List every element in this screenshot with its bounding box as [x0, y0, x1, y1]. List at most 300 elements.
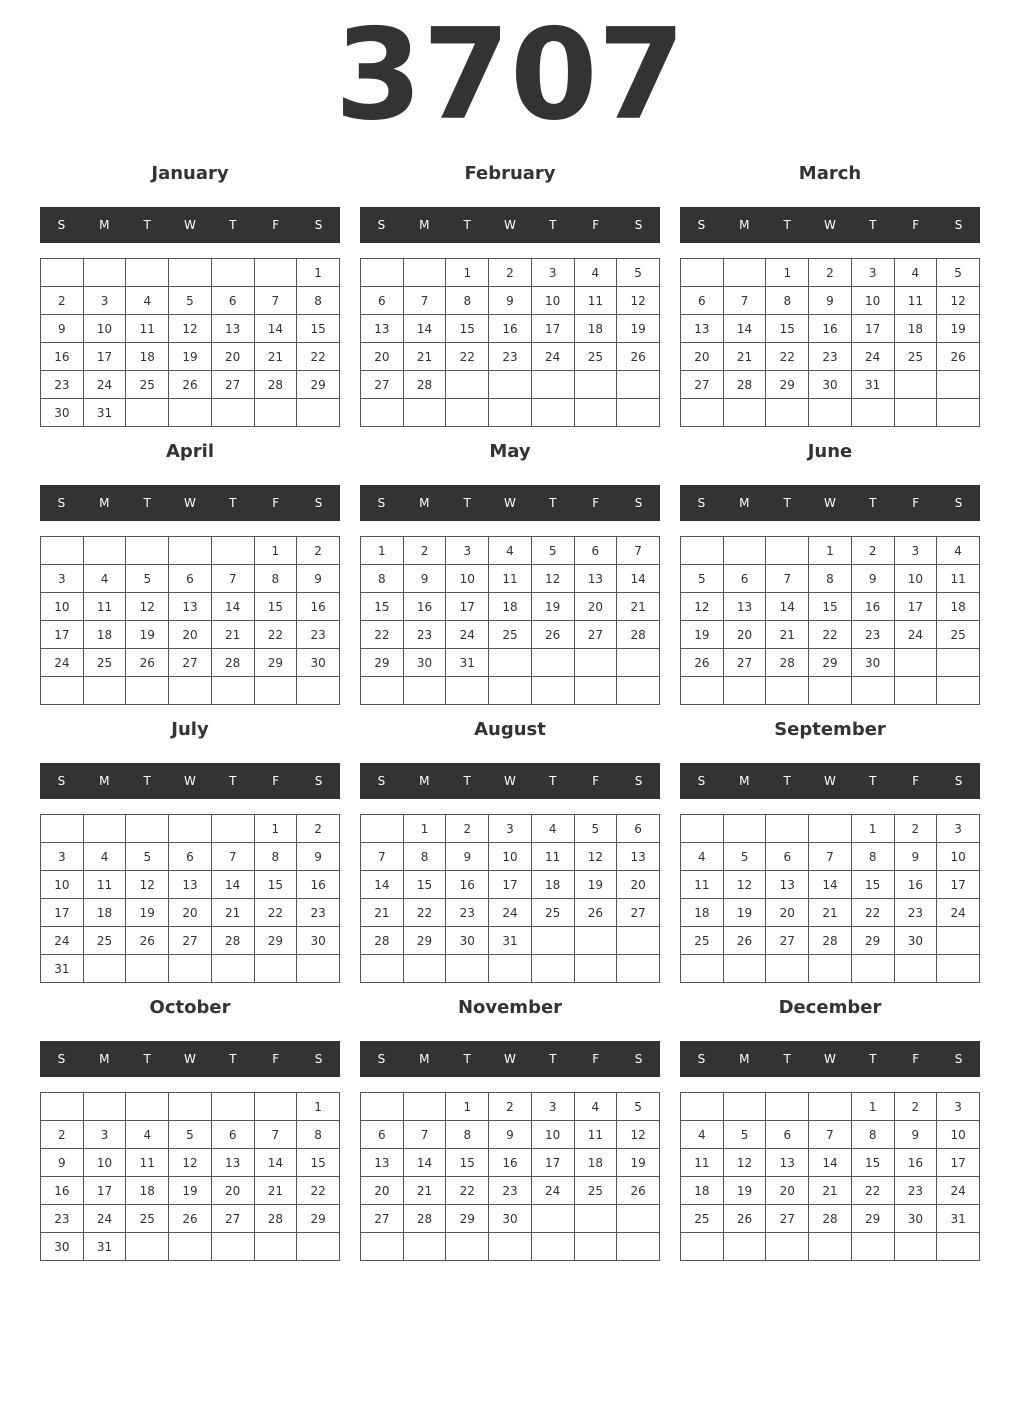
week-row — [41, 843, 340, 871]
day-cell: 16 — [403, 593, 446, 621]
day-cell: 15 — [361, 593, 404, 621]
empty-day-cell — [41, 259, 84, 287]
day-cell: 27 — [766, 927, 809, 955]
day-cell: 15 — [403, 871, 446, 899]
day-cell: 8 — [809, 565, 852, 593]
day-cell: 7 — [254, 1121, 297, 1149]
day-grid — [40, 814, 340, 983]
week-row — [681, 1121, 980, 1149]
week-row — [361, 371, 660, 399]
day-cell: 4 — [681, 1121, 724, 1149]
weekday-header: F — [912, 774, 920, 788]
week-row — [41, 565, 340, 593]
empty-day-cell — [894, 399, 937, 427]
day-cell: 16 — [41, 1177, 84, 1205]
day-cell: 23 — [41, 371, 84, 399]
weekday-header: T — [549, 218, 557, 232]
day-grid — [360, 814, 660, 983]
day-cell: 4 — [83, 843, 126, 871]
empty-day-cell — [41, 1093, 84, 1121]
day-cell: 4 — [681, 843, 724, 871]
day-cell: 20 — [211, 1177, 254, 1205]
day-cell: 14 — [211, 593, 254, 621]
empty-day-cell — [681, 815, 724, 843]
day-cell: 25 — [681, 1205, 724, 1233]
day-cell: 6 — [574, 537, 617, 565]
month-july — [40, 718, 340, 988]
weekday-header: M — [99, 1052, 110, 1066]
day-cell: 25 — [126, 371, 169, 399]
empty-day-cell — [169, 955, 212, 983]
month-september — [680, 718, 980, 988]
day-cell: 16 — [446, 871, 489, 899]
day-cell: 16 — [489, 315, 532, 343]
week-row — [41, 593, 340, 621]
day-cell: 29 — [254, 927, 297, 955]
empty-day-cell — [489, 399, 532, 427]
day-cell: 24 — [894, 621, 937, 649]
empty-day-cell — [894, 649, 937, 677]
day-cell: 9 — [41, 1149, 84, 1177]
day-cell: 30 — [446, 927, 489, 955]
empty-day-cell — [297, 955, 340, 983]
week-row — [681, 843, 980, 871]
day-cell: 14 — [809, 871, 852, 899]
empty-day-cell — [254, 1093, 297, 1121]
day-cell: 20 — [766, 1177, 809, 1205]
weekday-header-row — [360, 485, 660, 521]
weekday-header: M — [99, 496, 110, 510]
weekday-header: S — [377, 1052, 386, 1066]
empty-day-cell — [766, 677, 809, 705]
day-cell: 17 — [937, 1149, 980, 1177]
day-cell: 29 — [297, 371, 340, 399]
day-cell: 6 — [681, 287, 724, 315]
day-cell: 27 — [723, 649, 766, 677]
weekday-header: S — [314, 496, 323, 510]
day-cell: 19 — [617, 1149, 660, 1177]
day-cell: 18 — [83, 621, 126, 649]
day-cell: 14 — [723, 315, 766, 343]
empty-day-cell — [574, 371, 617, 399]
weekday-header: F — [272, 496, 280, 510]
empty-day-cell — [126, 815, 169, 843]
day-cell: 22 — [254, 899, 297, 927]
weekday-header: S — [314, 218, 323, 232]
empty-day-cell — [681, 1233, 724, 1261]
day-cell: 3 — [83, 1121, 126, 1149]
empty-day-cell — [531, 955, 574, 983]
day-cell: 12 — [937, 287, 980, 315]
empty-day-cell — [211, 955, 254, 983]
day-cell: 17 — [531, 1149, 574, 1177]
day-cell: 31 — [41, 955, 84, 983]
day-cell: 25 — [574, 1177, 617, 1205]
month-name: September — [774, 719, 886, 740]
day-cell: 9 — [446, 843, 489, 871]
day-cell: 5 — [574, 815, 617, 843]
day-cell: 2 — [297, 537, 340, 565]
empty-day-cell — [489, 649, 532, 677]
day-cell: 24 — [937, 1177, 980, 1205]
day-cell: 10 — [83, 315, 126, 343]
empty-day-cell — [723, 537, 766, 565]
day-cell: 1 — [851, 815, 894, 843]
empty-day-cell — [126, 1233, 169, 1261]
day-cell: 26 — [937, 343, 980, 371]
day-cell: 23 — [894, 1177, 937, 1205]
weekday-header: W — [184, 496, 196, 510]
empty-day-cell — [681, 537, 724, 565]
day-cell: 11 — [937, 565, 980, 593]
day-cell: 20 — [361, 343, 404, 371]
empty-day-cell — [723, 259, 766, 287]
day-cell: 23 — [297, 621, 340, 649]
weekday-header: M — [739, 774, 750, 788]
week-row — [361, 1149, 660, 1177]
weekday-header: W — [184, 1052, 196, 1066]
weekday-header: T — [229, 1052, 237, 1066]
week-row — [41, 537, 340, 565]
day-cell: 15 — [851, 871, 894, 899]
week-row — [681, 399, 980, 427]
weekday-header-row — [680, 763, 980, 799]
day-cell: 21 — [723, 343, 766, 371]
empty-day-cell — [361, 815, 404, 843]
day-cell: 7 — [809, 1121, 852, 1149]
day-cell: 3 — [937, 1093, 980, 1121]
week-row — [361, 843, 660, 871]
day-cell: 27 — [211, 371, 254, 399]
day-cell: 4 — [531, 815, 574, 843]
weekday-header: S — [634, 1052, 643, 1066]
weekday-header: F — [592, 1052, 600, 1066]
day-cell: 17 — [531, 315, 574, 343]
weekday-header-row — [40, 1041, 340, 1077]
week-row — [361, 565, 660, 593]
month-may — [360, 440, 660, 710]
day-cell: 26 — [617, 343, 660, 371]
empty-day-cell — [894, 955, 937, 983]
day-cell: 26 — [723, 1205, 766, 1233]
weekday-header: S — [697, 774, 706, 788]
day-cell: 20 — [574, 593, 617, 621]
day-cell: 29 — [851, 927, 894, 955]
day-cell: 6 — [169, 843, 212, 871]
empty-day-cell — [531, 371, 574, 399]
weekday-header-row — [680, 207, 980, 243]
empty-day-cell — [766, 1093, 809, 1121]
empty-day-cell — [531, 677, 574, 705]
day-cell: 2 — [41, 287, 84, 315]
day-cell: 8 — [446, 1121, 489, 1149]
day-cell: 14 — [254, 315, 297, 343]
month-name: January — [151, 163, 229, 184]
day-cell: 16 — [297, 871, 340, 899]
day-cell: 21 — [211, 899, 254, 927]
day-cell: 11 — [574, 287, 617, 315]
day-cell: 27 — [617, 899, 660, 927]
weekday-header: S — [697, 496, 706, 510]
weekday-header: M — [739, 1052, 750, 1066]
weekday-header: T — [463, 218, 471, 232]
day-cell: 2 — [809, 259, 852, 287]
day-cell: 13 — [361, 1149, 404, 1177]
empty-day-cell — [83, 537, 126, 565]
weekday-header: M — [419, 218, 430, 232]
week-row — [41, 287, 340, 315]
day-cell: 5 — [937, 259, 980, 287]
day-cell: 16 — [851, 593, 894, 621]
empty-day-cell — [403, 399, 446, 427]
day-cell: 15 — [809, 593, 852, 621]
week-row — [681, 1093, 980, 1121]
day-cell: 10 — [446, 565, 489, 593]
day-cell: 1 — [254, 537, 297, 565]
day-cell: 19 — [681, 621, 724, 649]
day-cell: 7 — [809, 843, 852, 871]
day-cell: 14 — [766, 593, 809, 621]
day-cell: 1 — [446, 1093, 489, 1121]
week-row — [681, 871, 980, 899]
empty-day-cell — [681, 259, 724, 287]
day-cell: 30 — [809, 371, 852, 399]
day-cell: 10 — [489, 843, 532, 871]
day-cell: 31 — [851, 371, 894, 399]
empty-day-cell — [937, 371, 980, 399]
day-grid — [40, 258, 340, 427]
weekday-header: S — [377, 496, 386, 510]
weekday-header: S — [57, 774, 66, 788]
day-cell: 15 — [446, 1149, 489, 1177]
day-cell: 25 — [574, 343, 617, 371]
day-cell: 31 — [489, 927, 532, 955]
week-row — [361, 955, 660, 983]
day-cell: 22 — [851, 899, 894, 927]
day-cell: 4 — [83, 565, 126, 593]
day-cell: 25 — [937, 621, 980, 649]
day-cell: 5 — [681, 565, 724, 593]
day-cell: 23 — [297, 899, 340, 927]
day-cell: 11 — [681, 1149, 724, 1177]
weekday-header: W — [824, 774, 836, 788]
day-cell: 13 — [361, 315, 404, 343]
day-cell: 3 — [894, 537, 937, 565]
day-cell: 21 — [361, 899, 404, 927]
empty-day-cell — [723, 1233, 766, 1261]
day-cell: 18 — [894, 315, 937, 343]
day-cell: 13 — [766, 871, 809, 899]
day-cell: 25 — [126, 1205, 169, 1233]
day-cell: 10 — [41, 593, 84, 621]
day-cell: 10 — [937, 843, 980, 871]
day-cell: 18 — [126, 343, 169, 371]
day-cell: 15 — [297, 315, 340, 343]
empty-day-cell — [254, 399, 297, 427]
day-cell: 26 — [723, 927, 766, 955]
weekday-header: F — [592, 774, 600, 788]
day-cell: 18 — [126, 1177, 169, 1205]
empty-day-cell — [41, 815, 84, 843]
day-cell: 14 — [211, 871, 254, 899]
month-name: February — [464, 163, 556, 184]
month-name: June — [807, 441, 853, 462]
weekday-header: S — [697, 1052, 706, 1066]
empty-day-cell — [617, 955, 660, 983]
day-cell: 4 — [574, 259, 617, 287]
day-cell: 12 — [169, 1149, 212, 1177]
day-cell: 12 — [681, 593, 724, 621]
week-row — [681, 371, 980, 399]
day-cell: 3 — [851, 259, 894, 287]
day-cell: 27 — [169, 927, 212, 955]
day-cell: 11 — [126, 1149, 169, 1177]
month-name: May — [489, 441, 531, 462]
weekday-header: T — [783, 496, 791, 510]
week-row — [681, 343, 980, 371]
day-cell: 21 — [403, 343, 446, 371]
day-cell: 11 — [894, 287, 937, 315]
empty-day-cell — [83, 815, 126, 843]
day-cell: 18 — [489, 593, 532, 621]
week-row — [41, 899, 340, 927]
empty-day-cell — [169, 1233, 212, 1261]
week-row — [681, 649, 980, 677]
day-cell: 17 — [41, 899, 84, 927]
day-cell: 2 — [894, 1093, 937, 1121]
week-row — [41, 343, 340, 371]
empty-day-cell — [681, 955, 724, 983]
weekday-header: S — [954, 496, 963, 510]
day-cell: 11 — [574, 1121, 617, 1149]
day-cell: 21 — [211, 621, 254, 649]
day-cell: 30 — [297, 649, 340, 677]
day-cell: 15 — [766, 315, 809, 343]
day-cell: 5 — [531, 537, 574, 565]
day-cell: 5 — [723, 1121, 766, 1149]
day-cell: 4 — [489, 537, 532, 565]
empty-day-cell — [766, 815, 809, 843]
day-cell: 24 — [83, 1205, 126, 1233]
day-cell: 6 — [723, 565, 766, 593]
empty-day-cell — [211, 259, 254, 287]
weekday-header: T — [229, 496, 237, 510]
empty-day-cell — [851, 677, 894, 705]
day-cell: 24 — [41, 927, 84, 955]
empty-day-cell — [211, 815, 254, 843]
day-cell: 1 — [361, 537, 404, 565]
day-cell: 22 — [809, 621, 852, 649]
day-cell: 24 — [83, 371, 126, 399]
day-cell: 13 — [211, 1149, 254, 1177]
weekday-header: W — [824, 496, 836, 510]
day-cell: 14 — [403, 1149, 446, 1177]
day-cell: 28 — [766, 649, 809, 677]
day-cell: 30 — [297, 927, 340, 955]
day-cell: 2 — [489, 259, 532, 287]
day-cell: 7 — [211, 843, 254, 871]
weekday-header: T — [463, 496, 471, 510]
empty-day-cell — [937, 399, 980, 427]
empty-day-cell — [169, 537, 212, 565]
month-december — [680, 996, 980, 1266]
empty-day-cell — [617, 649, 660, 677]
empty-day-cell — [297, 399, 340, 427]
day-cell: 15 — [851, 1149, 894, 1177]
day-cell: 4 — [126, 287, 169, 315]
weekday-header: T — [229, 218, 237, 232]
day-cell: 12 — [723, 1149, 766, 1177]
day-cell: 19 — [723, 899, 766, 927]
day-cell: 23 — [403, 621, 446, 649]
day-cell: 10 — [894, 565, 937, 593]
weekday-header-row — [360, 763, 660, 799]
empty-day-cell — [574, 399, 617, 427]
day-cell: 19 — [169, 1177, 212, 1205]
day-cell: 29 — [766, 371, 809, 399]
day-cell: 12 — [169, 315, 212, 343]
week-row — [41, 927, 340, 955]
day-cell: 1 — [403, 815, 446, 843]
day-cell: 7 — [403, 1121, 446, 1149]
empty-day-cell — [126, 399, 169, 427]
day-cell: 16 — [809, 315, 852, 343]
day-cell: 25 — [894, 343, 937, 371]
day-cell: 6 — [766, 843, 809, 871]
day-grid — [40, 536, 340, 705]
empty-day-cell — [766, 1233, 809, 1261]
day-cell: 7 — [766, 565, 809, 593]
day-cell: 5 — [169, 287, 212, 315]
day-cell: 31 — [83, 399, 126, 427]
day-cell: 13 — [617, 843, 660, 871]
day-cell: 3 — [531, 259, 574, 287]
day-cell: 22 — [851, 1177, 894, 1205]
day-grid — [680, 814, 980, 983]
day-cell: 6 — [617, 815, 660, 843]
empty-day-cell — [361, 955, 404, 983]
weekday-header: F — [272, 218, 280, 232]
weekday-header: W — [824, 218, 836, 232]
weekday-header: W — [504, 1052, 516, 1066]
empty-day-cell — [83, 955, 126, 983]
day-cell: 8 — [297, 1121, 340, 1149]
day-cell: 26 — [126, 649, 169, 677]
day-cell: 12 — [617, 1121, 660, 1149]
empty-day-cell — [211, 1093, 254, 1121]
week-row — [361, 1093, 660, 1121]
day-cell: 2 — [489, 1093, 532, 1121]
day-cell: 28 — [254, 371, 297, 399]
day-cell: 22 — [403, 899, 446, 927]
empty-day-cell — [41, 537, 84, 565]
weekday-header: S — [57, 496, 66, 510]
empty-day-cell — [809, 815, 852, 843]
month-november — [360, 996, 660, 1266]
day-cell: 22 — [254, 621, 297, 649]
day-cell: 5 — [126, 843, 169, 871]
empty-day-cell — [937, 927, 980, 955]
weekday-header: W — [184, 774, 196, 788]
day-grid — [360, 536, 660, 705]
day-cell: 9 — [41, 315, 84, 343]
week-row — [41, 815, 340, 843]
empty-day-cell — [723, 955, 766, 983]
weekday-header: T — [463, 774, 471, 788]
day-cell: 8 — [254, 843, 297, 871]
day-cell: 29 — [361, 649, 404, 677]
month-name: October — [149, 997, 231, 1018]
